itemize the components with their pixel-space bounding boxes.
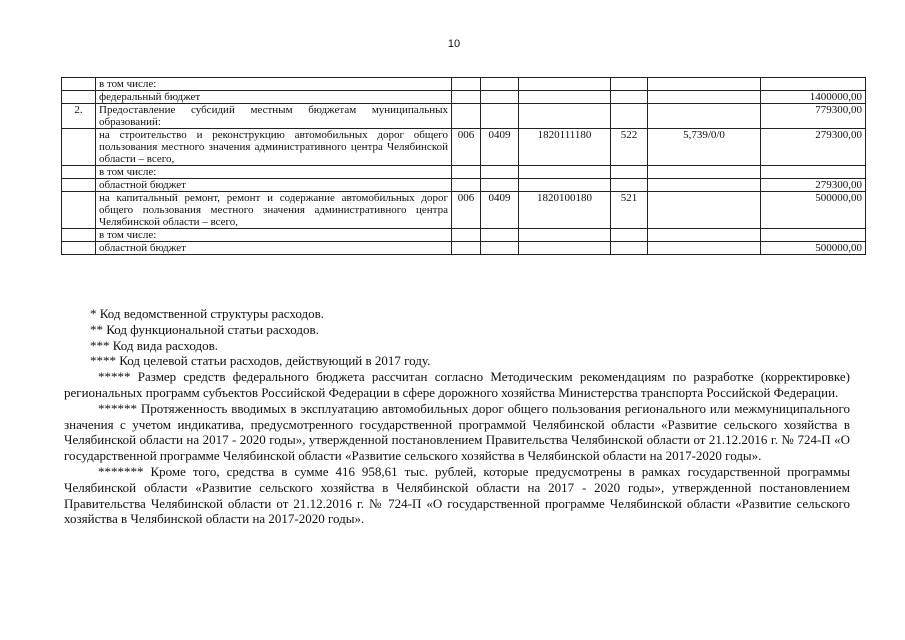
amount (761, 166, 866, 179)
amount: 500000,00 (761, 192, 866, 229)
function-code (481, 179, 519, 192)
amount (761, 78, 866, 91)
table-row (62, 179, 866, 192)
row-description: на строительство и реконструкцию автомобильных дорог общего пользования местного значения административного центра Челябинской области – всего, (96, 129, 452, 166)
table-row (62, 78, 866, 91)
expense-type-code (611, 229, 648, 242)
function-code (481, 242, 519, 255)
target-code: 1820111180 (519, 129, 611, 166)
row-number (62, 229, 96, 242)
row-number (62, 192, 96, 229)
target-code (519, 242, 611, 255)
row-description: Предоставление субсидий местным бюджетам муниципальных образований: (96, 104, 452, 129)
row-description: федеральный бюджет (96, 91, 452, 104)
function-code (481, 104, 519, 129)
length-value: 5,739/0/0 (648, 129, 761, 166)
row-number (62, 91, 96, 104)
row-description: в том числе: (96, 166, 452, 179)
table-row (62, 192, 866, 229)
expense-type-code (611, 78, 648, 91)
row-number (62, 242, 96, 255)
length-value (648, 166, 761, 179)
budget-table (61, 77, 866, 255)
expense-type-code (611, 104, 648, 129)
department-code (452, 179, 481, 192)
target-code (519, 104, 611, 129)
row-number (62, 166, 96, 179)
footnote: **** Код целевой статьи расходов, действующий в 2017 году. (90, 353, 431, 369)
table-row (62, 229, 866, 242)
expense-type-code: 522 (611, 129, 648, 166)
row-description: областной бюджет (96, 179, 452, 192)
function-code (481, 78, 519, 91)
table-row (62, 91, 866, 104)
target-code (519, 78, 611, 91)
expense-type-code (611, 91, 648, 104)
function-code: 0409 (481, 129, 519, 166)
row-number (62, 78, 96, 91)
length-value (648, 229, 761, 242)
expense-type-code: 521 (611, 192, 648, 229)
footnotes (64, 306, 850, 527)
footnote: * Код ведомственной структуры расходов. (90, 306, 324, 321)
amount: 279300,00 (761, 129, 866, 166)
expense-type-code (611, 179, 648, 192)
row-number (62, 129, 96, 166)
length-value (648, 91, 761, 104)
function-code (481, 166, 519, 179)
function-code: 0409 (481, 192, 519, 229)
department-code (452, 91, 481, 104)
table-row (62, 104, 866, 129)
row-description: в том числе: (96, 78, 452, 91)
amount: 779300,00 (761, 104, 866, 129)
length-value (648, 179, 761, 192)
department-code (452, 104, 481, 129)
length-value (648, 78, 761, 91)
department-code: 006 (452, 129, 481, 166)
department-code (452, 78, 481, 91)
row-description: в том числе: (96, 229, 452, 242)
target-code (519, 229, 611, 242)
function-code (481, 229, 519, 242)
amount (761, 229, 866, 242)
footnote: ****** Протяженность вводимых в эксплуатацию автомобильных дорог общего пользования регионального или межмуниципального значения с учетом индикатива, предусмотренного государственной программой Челябинской области «Развитие сельского хозяйства в Челябинской области на 2017 - 2020 годы», утвержденной постановлением Правительства Челябинской области от 21.12.2016 г. № 724-П «О государственной программе Челябинской области «Развитие сельского хозяйства в Челябинской области на 2017-2020 годы». (64, 400, 850, 464)
footnote: ***** Размер средств федерального бюджета рассчитан согласно Методическим рекомендациям по разработке (корректировке) региональных программ субъектов Российской Федерации в сфере дорожного хозяйства Министерства транспорта Российской Федерации. (64, 369, 850, 400)
row-description: на капитальный ремонт, ремонт и содержание автомобильных дорог общего пользования местного значения административного центра Челябинской области – всего, (96, 192, 452, 229)
expense-type-code (611, 242, 648, 255)
target-code (519, 166, 611, 179)
expense-type-code (611, 166, 648, 179)
amount: 279300,00 (761, 179, 866, 192)
function-code (481, 91, 519, 104)
footnote: *** Код вида расходов. (90, 337, 218, 353)
amount: 500000,00 (761, 242, 866, 255)
target-code (519, 179, 611, 192)
length-value (648, 242, 761, 255)
department-code: 006 (452, 192, 481, 229)
amount: 1400000,00 (761, 91, 866, 104)
target-code: 1820100180 (519, 192, 611, 229)
target-code (519, 91, 611, 104)
length-value (648, 104, 761, 129)
department-code (452, 242, 481, 255)
page-number: 10 (447, 38, 461, 50)
department-code (452, 229, 481, 242)
table-row (62, 242, 866, 255)
footnote: ** Код функциональной статьи расходов. (90, 321, 319, 337)
table-row (62, 129, 866, 166)
row-description: областной бюджет (96, 242, 452, 255)
row-number (62, 179, 96, 192)
row-number: 2. (62, 104, 96, 129)
department-code (452, 166, 481, 179)
length-value (648, 192, 761, 229)
table-row (62, 166, 866, 179)
footnote: ******* Кроме того, средства в сумме 416 958,61 тыс. рублей, которые предусмотрены в рамках государственной программы Челябинской области «Развитие сельского хозяйства в Челябинской области на 2017 - 2020 годы», утвержденной постановлением Правительства Челябинской области от 21.12.2016 г. № 724-П «О государственной программе Челябинской области «Развитие сельского хозяйства в Челябинской области на 2017-2020 годы». (64, 463, 850, 527)
